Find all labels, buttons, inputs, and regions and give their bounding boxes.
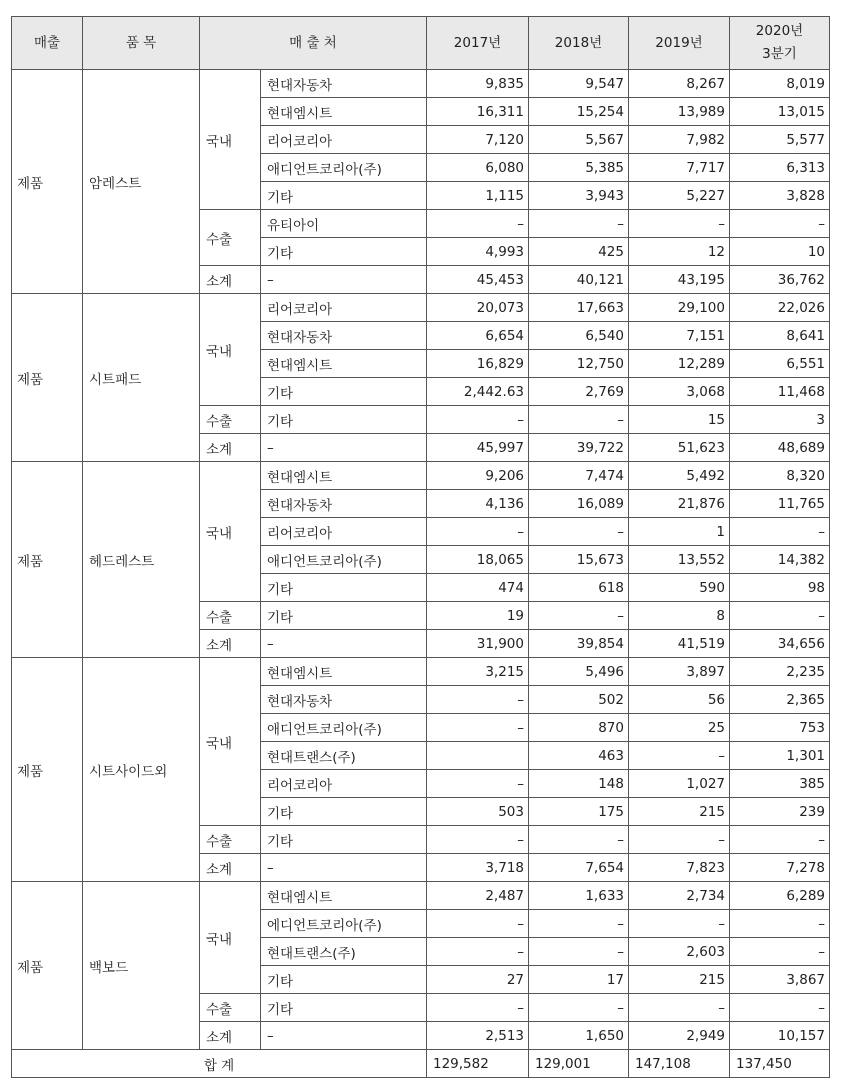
header-2018: 2018년: [529, 17, 629, 70]
value-cell-2017: –: [427, 938, 529, 966]
value-cell-2018: 175: [529, 798, 629, 826]
value-cell-2018: –: [529, 826, 629, 854]
value-cell-2020-q3: 239: [730, 798, 830, 826]
customer-cell: 기타: [261, 378, 427, 406]
subtotal-value-2019: 2,949: [629, 1022, 730, 1050]
value-cell-2019: 1: [629, 518, 730, 546]
customer-cell: 현대자동차: [261, 686, 427, 714]
customer-cell: 현대엠시트: [261, 462, 427, 490]
value-cell-2018: 9,547: [529, 70, 629, 98]
value-cell-2020-q3: –: [730, 210, 830, 238]
value-cell-2017: 1,115: [427, 182, 529, 210]
subtotal-value-2017: 45,997: [427, 434, 529, 462]
value-cell-2019: 7,151: [629, 322, 730, 350]
value-cell-2018: 16,089: [529, 490, 629, 518]
subtotal-value-2017: 31,900: [427, 630, 529, 658]
value-cell-2018: 2,769: [529, 378, 629, 406]
subtotal-value-2018: 7,654: [529, 854, 629, 882]
region-cell: 수출: [200, 406, 261, 434]
subtotal-value-2019: 43,195: [629, 266, 730, 294]
table-row: [12, 294, 830, 322]
value-cell-2018: 463: [529, 742, 629, 770]
table-row: [12, 70, 830, 98]
value-cell-2017: 18,065: [427, 546, 529, 574]
value-cell-2020-q3: –: [730, 518, 830, 546]
customer-cell: 현대자동차: [261, 70, 427, 98]
value-cell-2017: 3,215: [427, 658, 529, 686]
customer-cell: 현대엠시트: [261, 350, 427, 378]
subtotal-label: 소계: [200, 854, 261, 882]
value-cell-2018: 5,385: [529, 154, 629, 182]
value-cell-2017: 7,120: [427, 126, 529, 154]
value-cell-2019: 29,100: [629, 294, 730, 322]
subtotal-label: 소계: [200, 434, 261, 462]
value-cell-2019: 1,027: [629, 770, 730, 798]
value-cell-2020-q3: 10: [730, 238, 830, 266]
value-cell-2017: 19: [427, 602, 529, 630]
sales-type-cell: 제품: [12, 658, 83, 882]
table-body: [12, 70, 830, 1050]
value-cell-2018: 425: [529, 238, 629, 266]
region-cell: 수출: [200, 602, 261, 630]
value-cell-2018: 7,474: [529, 462, 629, 490]
value-cell-2017: 16,311: [427, 98, 529, 126]
value-cell-2017: –: [427, 770, 529, 798]
value-cell-2017: 9,835: [427, 70, 529, 98]
product-name-cell: 암레스트: [83, 70, 200, 294]
header-row: [12, 17, 830, 70]
subtotal-value-2020-q3: 48,689: [730, 434, 830, 462]
value-cell-2017: 503: [427, 798, 529, 826]
subtotal-label: 소계: [200, 266, 261, 294]
customer-cell: 현대엠시트: [261, 658, 427, 686]
region-cell: 국내: [200, 70, 261, 210]
customer-cell: 기타: [261, 574, 427, 602]
value-cell-2018: –: [529, 994, 629, 1022]
value-cell-2018: –: [529, 938, 629, 966]
value-cell-2018: –: [529, 910, 629, 938]
value-cell-2019: 13,552: [629, 546, 730, 574]
product-name-cell: 백보드: [83, 882, 200, 1050]
value-cell-2017: 6,654: [427, 322, 529, 350]
value-cell-2018: 15,673: [529, 546, 629, 574]
header-2017: 2017년: [427, 17, 529, 70]
value-cell-2020-q3: –: [730, 938, 830, 966]
value-cell-2019: 7,717: [629, 154, 730, 182]
subtotal-value-2020-q3: 7,278: [730, 854, 830, 882]
value-cell-2019: 15: [629, 406, 730, 434]
customer-cell: 기타: [261, 966, 427, 994]
value-cell-2020-q3: 8,019: [730, 70, 830, 98]
subtotal-value-2017: 3,718: [427, 854, 529, 882]
customer-cell: 리어코리아: [261, 294, 427, 322]
value-cell-2017: –: [427, 518, 529, 546]
value-cell-2018: 17: [529, 966, 629, 994]
region-cell: 수출: [200, 994, 261, 1022]
value-cell-2020-q3: 6,551: [730, 350, 830, 378]
customer-cell: 기타: [261, 238, 427, 266]
subtotal-value-2020-q3: 36,762: [730, 266, 830, 294]
total-row: [12, 1050, 830, 1078]
value-cell-2020-q3: –: [730, 826, 830, 854]
value-cell-2020-q3: –: [730, 910, 830, 938]
customer-cell: 현대엠시트: [261, 882, 427, 910]
value-cell-2019: –: [629, 210, 730, 238]
header-sales: 매출: [12, 17, 83, 70]
table-row: [12, 882, 830, 910]
value-cell-2020-q3: 385: [730, 770, 830, 798]
total-label: 합 계: [12, 1050, 427, 1078]
value-cell-2019: 8: [629, 602, 730, 630]
value-cell-2019: 2,734: [629, 882, 730, 910]
customer-cell: 기타: [261, 182, 427, 210]
subtotal-label: 소계: [200, 1022, 261, 1050]
value-cell-2020-q3: 3,828: [730, 182, 830, 210]
value-cell-2019: 5,227: [629, 182, 730, 210]
customer-cell: 기타: [261, 602, 427, 630]
subtotal-customer-cell: –: [261, 434, 427, 462]
value-cell-2019: 56: [629, 686, 730, 714]
value-cell-2018: 3,943: [529, 182, 629, 210]
value-cell-2019: 7,982: [629, 126, 730, 154]
value-cell-2019: 13,989: [629, 98, 730, 126]
customer-cell: 리어코리아: [261, 770, 427, 798]
subtotal-value-2017: 45,453: [427, 266, 529, 294]
value-cell-2020-q3: 6,289: [730, 882, 830, 910]
value-cell-2019: 590: [629, 574, 730, 602]
value-cell-2017: 474: [427, 574, 529, 602]
customer-cell: 현대자동차: [261, 322, 427, 350]
value-cell-2020-q3: 5,577: [730, 126, 830, 154]
value-cell-2019: 2,603: [629, 938, 730, 966]
region-cell: 국내: [200, 294, 261, 406]
product-name-cell: 시트패드: [83, 294, 200, 462]
product-name-cell: 헤드레스트: [83, 462, 200, 658]
subtotal-value-2018: 39,722: [529, 434, 629, 462]
value-cell-2017: –: [427, 826, 529, 854]
region-cell: 수출: [200, 826, 261, 854]
value-cell-2019: –: [629, 826, 730, 854]
subtotal-value-2018: 39,854: [529, 630, 629, 658]
value-cell-2020-q3: 2,365: [730, 686, 830, 714]
header-customer: 매 출 처: [200, 17, 427, 70]
header-2020-q3: 2020년 3분기: [730, 17, 830, 70]
value-cell-2018: –: [529, 406, 629, 434]
value-cell-2017: 9,206: [427, 462, 529, 490]
total-value-2019: 147,108: [629, 1050, 730, 1078]
subtotal-value-2020-q3: 10,157: [730, 1022, 830, 1050]
subtotal-value-2017: 2,513: [427, 1022, 529, 1050]
region-cell: 국내: [200, 462, 261, 602]
value-cell-2019: 21,876: [629, 490, 730, 518]
value-cell-2017: 4,136: [427, 490, 529, 518]
customer-cell: 리어코리아: [261, 518, 427, 546]
subtotal-customer-cell: –: [261, 1022, 427, 1050]
value-cell-2018: –: [529, 602, 629, 630]
value-cell-2017: 6,080: [427, 154, 529, 182]
customer-cell: 애디언트코리아(주): [261, 546, 427, 574]
subtotal-customer-cell: –: [261, 266, 427, 294]
value-cell-2018: 6,540: [529, 322, 629, 350]
value-cell-2017: –: [427, 406, 529, 434]
value-cell-2020-q3: 3: [730, 406, 830, 434]
subtotal-value-2019: 51,623: [629, 434, 730, 462]
customer-cell: 현대엠시트: [261, 98, 427, 126]
customer-cell: 에디언트코리아(주): [261, 910, 427, 938]
value-cell-2020-q3: 8,320: [730, 462, 830, 490]
value-cell-2017: –: [427, 994, 529, 1022]
value-cell-2017: 27: [427, 966, 529, 994]
value-cell-2018: –: [529, 210, 629, 238]
value-cell-2019: 3,897: [629, 658, 730, 686]
value-cell-2017: –: [427, 910, 529, 938]
value-cell-2018: 502: [529, 686, 629, 714]
value-cell-2019: 12,289: [629, 350, 730, 378]
value-cell-2018: –: [529, 518, 629, 546]
value-cell-2019: –: [629, 910, 730, 938]
value-cell-2020-q3: 1,301: [730, 742, 830, 770]
product-name-cell: 시트사이드외: [83, 658, 200, 882]
value-cell-2020-q3: 14,382: [730, 546, 830, 574]
sales-type-cell: 제품: [12, 882, 83, 1050]
subtotal-value-2019: 7,823: [629, 854, 730, 882]
subtotal-value-2019: 41,519: [629, 630, 730, 658]
customer-cell: 현대트랜스(주): [261, 938, 427, 966]
sales-type-cell: 제품: [12, 294, 83, 462]
value-cell-2020-q3: 753: [730, 714, 830, 742]
value-cell-2020-q3: 11,765: [730, 490, 830, 518]
value-cell-2017: –: [427, 210, 529, 238]
table-row: [12, 658, 830, 686]
customer-cell: 기타: [261, 826, 427, 854]
subtotal-value-2018: 40,121: [529, 266, 629, 294]
value-cell-2020-q3: 6,313: [730, 154, 830, 182]
customer-cell: 현대트랜스(주): [261, 742, 427, 770]
customer-cell: 애디언트코리아(주): [261, 714, 427, 742]
value-cell-2017: 20,073: [427, 294, 529, 322]
value-cell-2020-q3: 22,026: [730, 294, 830, 322]
region-cell: 수출: [200, 210, 261, 266]
customer-cell: 기타: [261, 994, 427, 1022]
subtotal-label: 소계: [200, 630, 261, 658]
customer-cell: 기타: [261, 798, 427, 826]
value-cell-2020-q3: 11,468: [730, 378, 830, 406]
value-cell-2018: 1,633: [529, 882, 629, 910]
value-cell-2018: 17,663: [529, 294, 629, 322]
value-cell-2020-q3: 98: [730, 574, 830, 602]
value-cell-2019: –: [629, 994, 730, 1022]
value-cell-2020-q3: 8,641: [730, 322, 830, 350]
value-cell-2019: –: [629, 742, 730, 770]
customer-cell: 애디언트코리아(주): [261, 154, 427, 182]
value-cell-2017: [427, 742, 529, 770]
region-cell: 국내: [200, 658, 261, 826]
value-cell-2019: 25: [629, 714, 730, 742]
value-cell-2020-q3: –: [730, 994, 830, 1022]
customer-cell: 리어코리아: [261, 126, 427, 154]
total-value-2017: 129,582: [427, 1050, 529, 1078]
value-cell-2017: 2,487: [427, 882, 529, 910]
region-cell: 국내: [200, 882, 261, 994]
value-cell-2020-q3: –: [730, 602, 830, 630]
value-cell-2019: 215: [629, 966, 730, 994]
value-cell-2020-q3: 13,015: [730, 98, 830, 126]
header-product: 품 목: [83, 17, 200, 70]
subtotal-customer-cell: –: [261, 630, 427, 658]
value-cell-2020-q3: 2,235: [730, 658, 830, 686]
value-cell-2017: 16,829: [427, 350, 529, 378]
value-cell-2017: 2,442.63: [427, 378, 529, 406]
value-cell-2018: 15,254: [529, 98, 629, 126]
value-cell-2020-q3: 3,867: [730, 966, 830, 994]
subtotal-value-2020-q3: 34,656: [730, 630, 830, 658]
value-cell-2018: 618: [529, 574, 629, 602]
table-row: [12, 462, 830, 490]
customer-cell: 유티아이: [261, 210, 427, 238]
value-cell-2019: 8,267: [629, 70, 730, 98]
value-cell-2019: 5,492: [629, 462, 730, 490]
value-cell-2019: 3,068: [629, 378, 730, 406]
sales-type-cell: 제품: [12, 462, 83, 658]
value-cell-2018: 148: [529, 770, 629, 798]
value-cell-2018: 870: [529, 714, 629, 742]
value-cell-2018: 12,750: [529, 350, 629, 378]
value-cell-2019: 12: [629, 238, 730, 266]
value-cell-2017: –: [427, 686, 529, 714]
header-2019: 2019년: [629, 17, 730, 70]
total-value-2018: 129,001: [529, 1050, 629, 1078]
subtotal-value-2018: 1,650: [529, 1022, 629, 1050]
value-cell-2017: –: [427, 714, 529, 742]
customer-cell: 현대자동차: [261, 490, 427, 518]
subtotal-customer-cell: –: [261, 854, 427, 882]
customer-cell: 기타: [261, 406, 427, 434]
sales-type-cell: 제품: [12, 70, 83, 294]
value-cell-2018: 5,567: [529, 126, 629, 154]
total-value-2020-q3: 137,450: [730, 1050, 830, 1078]
value-cell-2019: 215: [629, 798, 730, 826]
value-cell-2017: 4,993: [427, 238, 529, 266]
sales-table: [11, 16, 830, 1078]
value-cell-2018: 5,496: [529, 658, 629, 686]
